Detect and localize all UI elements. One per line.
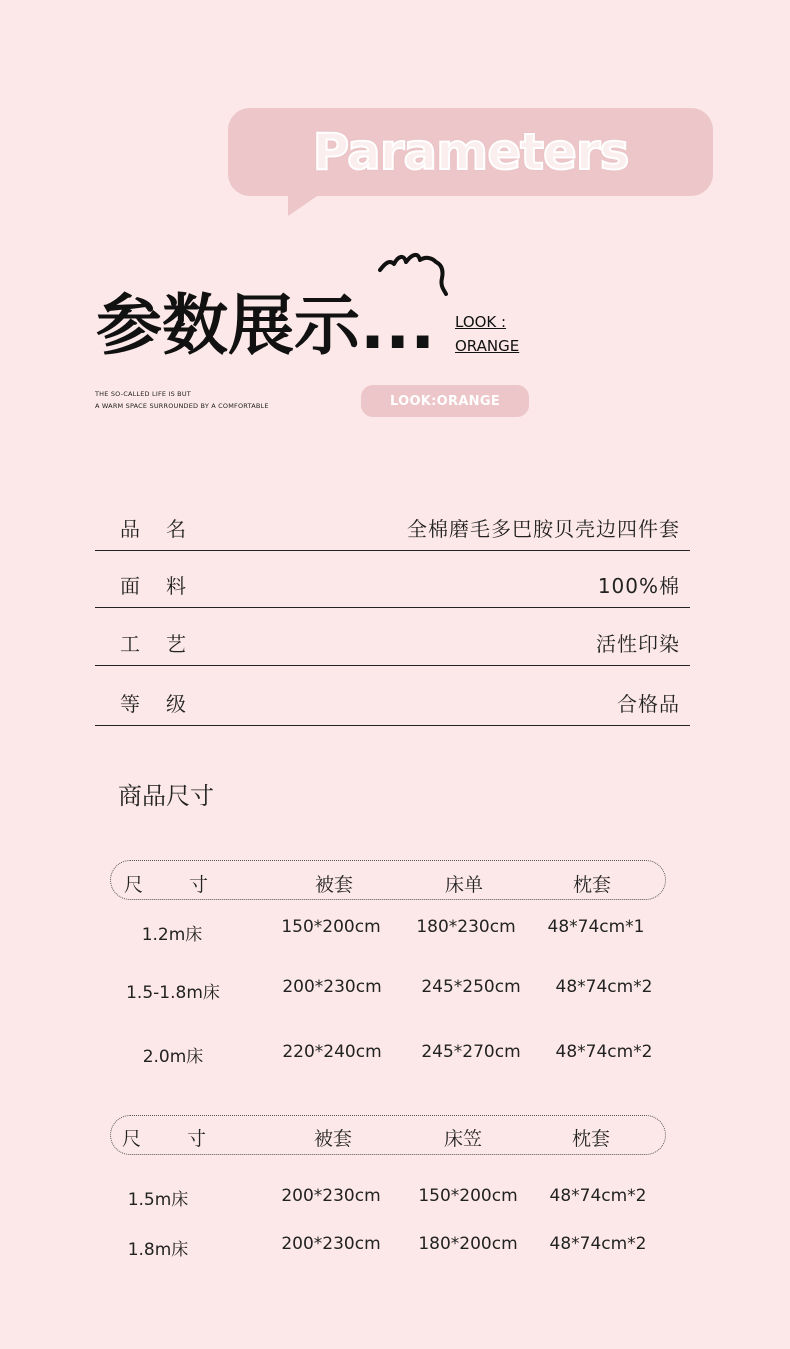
table-cell: 245*250cm bbox=[421, 977, 521, 997]
param-label: 等级 bbox=[120, 692, 212, 716]
table-cell: 1.8m床 bbox=[127, 1240, 189, 1260]
param-row-grade bbox=[95, 670, 690, 726]
size-table-2-header bbox=[110, 1115, 666, 1155]
table-cell: 180*230cm bbox=[416, 917, 516, 937]
table-cell: 220*240cm bbox=[282, 1042, 382, 1062]
table-cell: 200*230cm bbox=[281, 1234, 381, 1254]
param-label: 工艺 bbox=[120, 632, 212, 656]
tagline-line-1: THE SO-CALLED LIFE IS BUT bbox=[95, 390, 191, 398]
banner-title: Parameters bbox=[312, 123, 629, 181]
look-line-1: LOOK : bbox=[455, 313, 507, 331]
table-cell: 245*270cm bbox=[421, 1042, 521, 1062]
header-fitted-sheet: 床笠 bbox=[443, 1128, 483, 1150]
look-orange-pill: LOOK:ORANGE bbox=[361, 385, 529, 417]
table-cell: 1.5-1.8m床 bbox=[126, 983, 220, 1003]
header-duvet: 被套 bbox=[313, 1128, 353, 1150]
table-cell: 2.0m床 bbox=[142, 1047, 204, 1067]
tagline-line-2: A WARM SPACE SURROUNDED BY A COMFORTABLE bbox=[95, 402, 269, 410]
table-cell: 200*230cm bbox=[281, 1186, 381, 1206]
param-row-process bbox=[95, 610, 690, 666]
table-cell: 180*200cm bbox=[418, 1234, 518, 1254]
param-label: 面料 bbox=[120, 574, 212, 598]
param-value: 全棉磨毛多巴胺贝壳边四件套 bbox=[407, 517, 680, 541]
table-cell: 48*74cm*2 bbox=[555, 977, 653, 997]
table-cell: 150*200cm bbox=[418, 1186, 518, 1206]
table-cell: 48*74cm*2 bbox=[555, 1042, 653, 1062]
size-table-1-header bbox=[110, 860, 666, 900]
table-cell: 48*74cm*1 bbox=[547, 917, 645, 937]
table-cell: 1.2m床 bbox=[141, 925, 203, 945]
hero-title: 参数展示... bbox=[96, 287, 436, 364]
look-line-2: ORANGE bbox=[455, 337, 520, 355]
header-size: 尺 寸 bbox=[121, 1128, 227, 1150]
param-value: 活性印染 bbox=[596, 632, 680, 656]
header-sheet: 床单 bbox=[444, 874, 484, 896]
param-row-name bbox=[95, 495, 690, 551]
table-cell: 1.5m床 bbox=[127, 1190, 189, 1210]
param-row-fabric bbox=[95, 552, 690, 608]
size-heading: 商品尺寸 bbox=[118, 782, 214, 810]
table-cell: 48*74cm*2 bbox=[549, 1186, 647, 1206]
header-duvet: 被套 bbox=[314, 874, 354, 896]
table-cell: 48*74cm*2 bbox=[549, 1234, 647, 1254]
param-value: 合格品 bbox=[617, 692, 680, 716]
param-label: 品名 bbox=[120, 517, 212, 541]
header-pillowcase: 枕套 bbox=[572, 874, 612, 896]
bubble-tail bbox=[288, 194, 320, 216]
header-size: 尺 寸 bbox=[123, 874, 229, 896]
table-cell: 200*230cm bbox=[282, 977, 382, 997]
header-pillowcase: 枕套 bbox=[571, 1128, 611, 1150]
table-cell: 150*200cm bbox=[281, 917, 381, 937]
param-value: 100%棉 bbox=[597, 574, 680, 598]
